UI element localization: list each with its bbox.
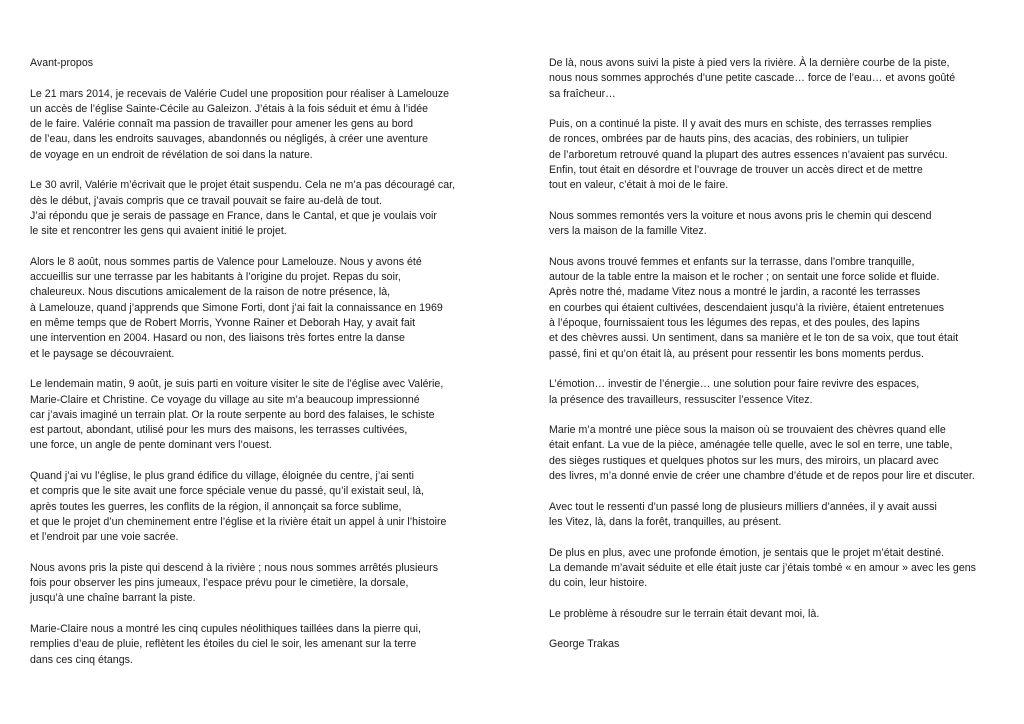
paragraph — [549, 255, 1011, 362]
left-page — [30, 0, 505, 724]
paragraph — [30, 561, 505, 607]
text-line: et l’endroit par une voie sacrée. — [30, 531, 179, 544]
paragraph — [549, 56, 1011, 102]
text-line: George Trakas — [549, 638, 620, 651]
text-line: Marie-Claire et Christine. Ce voyage du village au site m’a beaucoup impressionné — [30, 393, 420, 406]
text-line: en même temps que de Robert Morris, Yvonne Rainer et Deborah Hay, y avait fait — [30, 317, 416, 330]
text-line: des livres, m’a donné envie de créer une chambre d’étude et de repos pour lire et discuter. — [549, 470, 975, 483]
text-line: jusqu’à une chaîne barrant la piste. — [30, 592, 196, 605]
text-line: L’émotion… investir de l’énergie… une solution pour faire revivre des espaces, — [549, 378, 920, 391]
text-line: une force, un angle de pente dominant vers l’ouest. — [30, 439, 272, 452]
paragraph — [30, 87, 505, 163]
text-line: remplies d’eau de pluie, reflètent les étoiles du ciel le soir, les amenant sur la terre — [30, 638, 417, 651]
text-line: dès le début, j’avais compris que ce travail pouvait se faire au-delà de tout. — [30, 194, 382, 207]
paragraph — [549, 377, 1011, 408]
text-line: les Vitez, là, dans la forêt, tranquilles, au présent. — [549, 515, 782, 528]
text-line: Enfin, tout était en désordre et l’ouvrage de trouver un accès direct et de mettre — [549, 164, 923, 177]
left-page-text — [30, 56, 505, 683]
text-line: de l’arboretum retrouvé quand la plupart des autres essences n’avaient pas survécu. — [549, 148, 948, 161]
paragraph — [30, 255, 505, 362]
text-line: était enfant. La vue de la pièce, aménagée telle quelle, avec le sol en terre, une table, — [549, 439, 953, 452]
paragraph — [30, 178, 505, 239]
text-line: accueillis sur une terrasse par les habitants à l’origine du projet. Repas du soir, — [30, 271, 401, 284]
text-line: à Lamelouze, quand j’apprends que Simone Forti, dont j’ai fait la connaissance en 1969 — [30, 301, 443, 314]
text-line: le site et rencontrer les gens qui avaient initié le projet. — [30, 225, 287, 238]
text-line: Marie-Claire nous a montré les cinq cupules néolithiques taillées dans la pierre qui, — [30, 622, 421, 635]
text-line: Nous avons pris la piste qui descend à la rivière ; nous nous sommes arrêtés plusieurs — [30, 561, 439, 574]
text-line: La demande m’avait séduite et elle était juste car j’étais tombé « en amour » avec les gens — [549, 561, 976, 574]
paragraph — [30, 377, 505, 453]
text-line: Après notre thé, madame Vitez nous a montré le jardin, a raconté les terrasses — [549, 286, 921, 299]
text-line: autour de la table entre la maison et le rocher ; on sentait une force solide et fluide. — [549, 271, 940, 284]
right-page — [549, 0, 1011, 724]
text-line: sa fraîcheur… — [549, 87, 616, 100]
text-line: des sièges rustiques et quelques photos sur les murs, des miroirs, un placard avec — [549, 454, 939, 467]
paragraph — [30, 622, 505, 668]
page-heading: Avant-propos — [30, 57, 94, 69]
text-line: nous nous sommes approchés d’une petite cascade… force de l’eau… et avons goûté — [549, 72, 956, 85]
text-line: passé, fini et qu’on était là, au présent pour ressentir les bons moments perdus. — [549, 347, 924, 360]
paragraph — [549, 546, 1011, 592]
paragraph — [549, 607, 1011, 622]
text-line: de l’eau, dans les endroits sauvages, abandonnés ou négligés, à créer une aventure — [30, 133, 429, 146]
author-signature — [549, 637, 1011, 652]
text-line: Puis, on a continué la piste. Il y avait des murs en schiste, des terrasses remplies — [549, 118, 932, 131]
paragraph — [549, 209, 1011, 240]
text-line: en courbes qui étaient cultivées, descendaient jusqu’à la rivière, étaient entretenues — [549, 301, 945, 314]
text-line: Le 30 avril, Valérie m’écrivait que le projet était suspendu. Cela ne m’a pas découragé car, — [30, 179, 456, 192]
text-line: Nous sommes remontés vers la voiture et nous avons pris le chemin qui descend — [549, 209, 932, 222]
text-line: après toutes les guerres, les conflits de la région, il annonçait sa force sublime, — [30, 500, 402, 513]
text-line: tout en valeur, c’était à moi de le faire. — [549, 179, 729, 192]
text-line: un accès de l’église Sainte-Cécile au Galeizon. J’étais à la fois séduit et ému à l’idée — [30, 102, 429, 115]
paragraph — [549, 423, 1011, 484]
text-line: la présence des travailleurs, ressusciter l’essence Vitez. — [549, 393, 813, 406]
text-line: et le paysage se découvraient. — [30, 347, 175, 360]
text-line: et compris que le site avait une force spéciale venue du passé, qu’il existait seul, là, — [30, 485, 424, 498]
text-line: car j’avais imaginé un terrain plat. Or la route serpente au bord des falaises, le schiste — [30, 408, 435, 421]
paragraph — [549, 117, 1011, 193]
text-line: Quand j’ai vu l’église, le plus grand édifice du village, éloignée du centre, j’ai senti — [30, 470, 414, 483]
text-line: du coin, leur histoire. — [549, 577, 648, 590]
text-line: De là, nous avons suivi la piste à pied vers la rivière. À la dernière courbe de la piste, — [549, 57, 950, 69]
text-line: dans ces cinq étangs. — [30, 653, 133, 666]
text-line: vers la maison de la famille Vitez. — [549, 225, 707, 238]
text-line: de ronces, ombrées par de hauts pins, des acacias, des robiniers, un tulipier — [549, 133, 909, 146]
text-line: et des chèvres aussi. Un sentiment, dans sa manière et le ton de sa voix, que tout était — [549, 332, 959, 345]
paragraph — [549, 500, 1011, 531]
text-line: Le 21 mars 2014, je recevais de Valérie Cudel une proposition pour réaliser à Lamelouze — [30, 87, 450, 100]
text-line: Le problème à résoudre sur le terrain était devant moi, là. — [549, 607, 820, 620]
text-line: Marie m’a montré une pièce sous la maison où se trouvaient des chèvres quand elle — [549, 424, 946, 437]
text-line: Le lendemain matin, 9 août, je suis parti en voiture visiter le site de l’église avec Valérie, — [30, 378, 444, 391]
text-line: De plus en plus, avec une profonde émotion, je sentais que le projet m’était destiné. — [549, 546, 945, 559]
text-line: J’ai répondu que je serais de passage en France, dans le Cantal, et que je voulais voir — [30, 209, 437, 222]
paragraph — [30, 469, 505, 545]
text-line: est partout, abondant, utilisé pour les murs des maisons, les terrasses cultivées, — [30, 424, 408, 437]
text-line: Avec tout le ressenti d’un passé long de plusieurs milliers d’années, il y avait aussi — [549, 500, 937, 513]
text-line: Nous avons trouvé femmes et enfants sur la terrasse, dans l’ombre tranquille, — [549, 255, 915, 268]
text-line: à l’époque, fournissaient tous les légumes des repas, et des poules, des lapins — [549, 317, 920, 330]
text-line: de voyage en un endroit de révélation de soi dans la nature. — [30, 148, 313, 161]
text-line: Alors le 8 août, nous sommes partis de Valence pour Lamelouze. Nous y avons été — [30, 255, 422, 268]
text-line: fois pour observer les pins jumeaux, l’espace prévu pour le cimetière, la dorsale, — [30, 577, 409, 590]
text-line: de le faire. Valérie connaît ma passion de travailler pour amener les gens au bord — [30, 118, 414, 131]
text-line: et que le projet d’un cheminement entre l’église et la rivière était un appel à unir l’histoire — [30, 515, 447, 528]
right-page-text — [549, 56, 1011, 668]
text-line: chaleureux. Nous discutions amicalement de la raison de notre présence, là, — [30, 286, 391, 299]
text-line: une intervention en 2004. Hasard ou non, des liaisons très fortes entre la danse — [30, 332, 405, 345]
